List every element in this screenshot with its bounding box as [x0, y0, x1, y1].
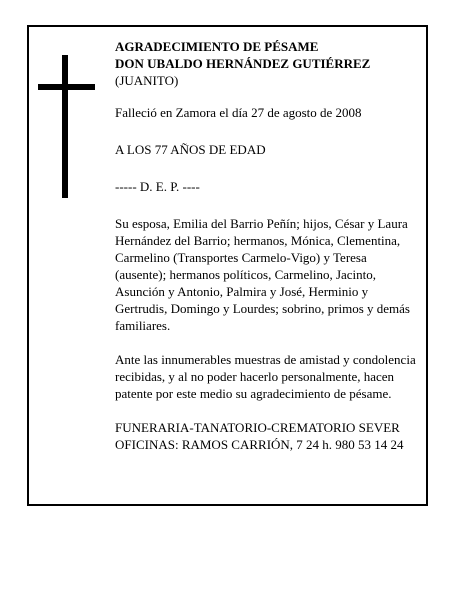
deceased-nickname: (JUANITO)	[115, 73, 179, 88]
notice-heading: AGRADECIMIENTO DE PÉSAME	[115, 39, 319, 54]
age-line: A LOS 77 AÑOS DE EDAD	[115, 142, 266, 157]
cross-icon-crossbar	[38, 84, 95, 90]
notice-content	[115, 38, 420, 453]
death-info: Falleció en Zamora el día 27 de agosto de 2008	[115, 105, 362, 120]
thanks-paragraph: Ante las innumerables muestras de amistad y condolencia recibidas, y al no poder hacerlo personalmente, hacen patente por este medio su agradecimiento de pésame.	[115, 352, 416, 401]
rip-line: ----- D. E. P. ----	[115, 179, 200, 194]
cross-icon	[62, 55, 68, 198]
deceased-name: DON UBALDO HERNÁNDEZ GUTIÉRREZ	[115, 56, 371, 71]
family-paragraph: Su esposa, Emilia del Barrio Peñín; hijos, César y Laura Hernández del Barrio; hermanos, Mónica, Clementina, Carmelino (Transportes Carmelo-Vigo) y Teresa (ausente); hermanos políticos, Carmelino, Jacinto, Asunción y Antonio, Palmira y José, Herminio y Gertrudis, Domingo y Lourdes; sobrino, primos y demás familiares.	[115, 216, 410, 333]
funeral-home-line: FUNERARIA-TANATORIO-CREMATORIO SEVER	[115, 420, 400, 435]
offices-line: OFICINAS: RAMOS CARRIÓN, 7 24 h. 980 53 14 24	[115, 437, 404, 452]
